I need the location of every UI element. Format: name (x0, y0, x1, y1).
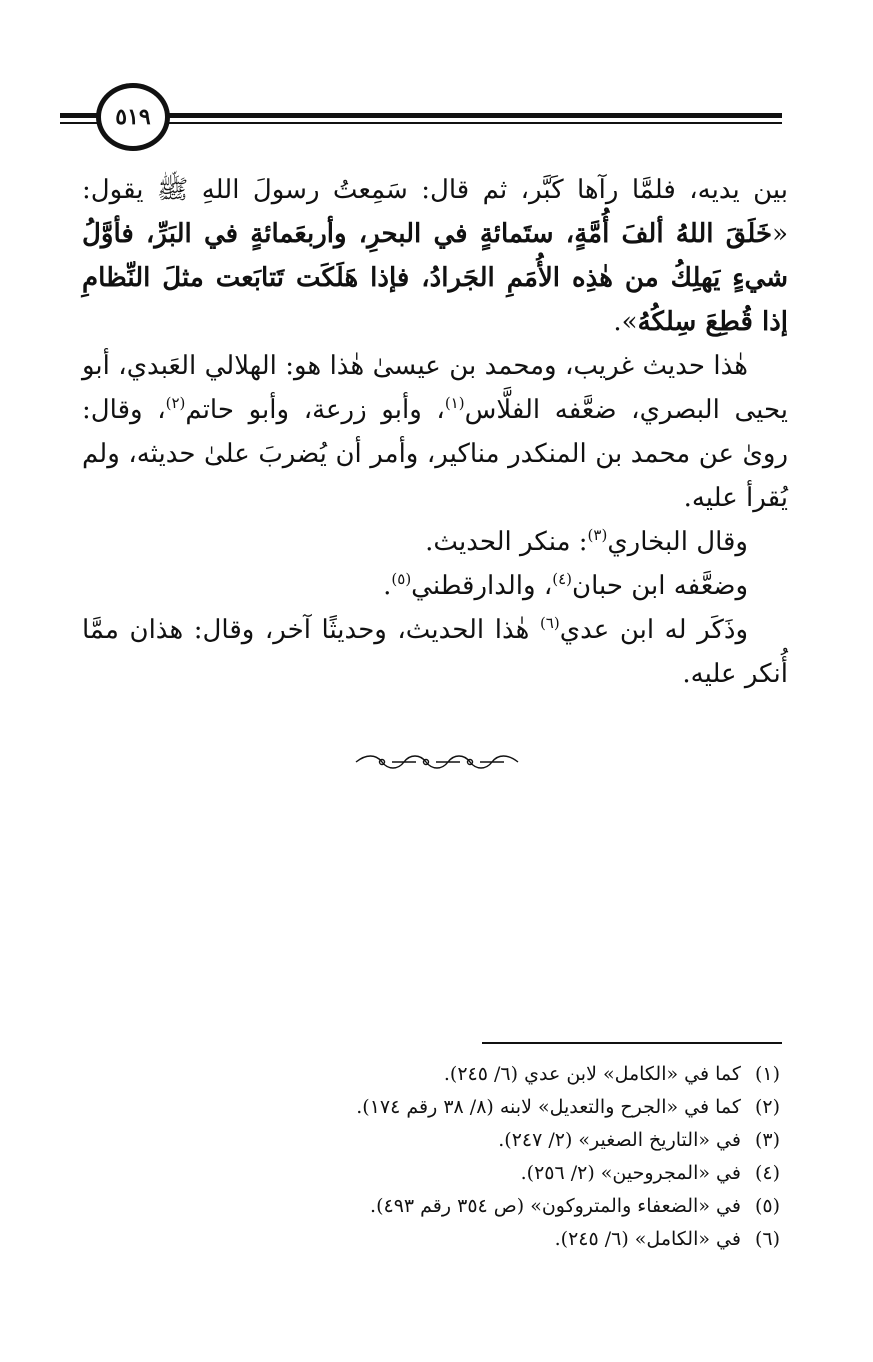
footnote-text: في «المجروحين» (٢/ ٢٥٦). (520, 1162, 741, 1184)
footnote-text: في «التاريخ الصغير» (٢/ ٢٤٧). (498, 1129, 741, 1151)
footnote-ref-2[interactable]: (٢) (165, 394, 186, 412)
hadith-intro: بين يديه، فلمَّا رآها كَبَّر، ثم قال: سَمِعتُ رسولَ اللهِ ﷺ يقول: « (82, 175, 788, 249)
footnote-ref-1[interactable]: (١) (444, 394, 465, 412)
narrator-paragraph (82, 344, 788, 520)
ibn-hibban-text-3: . (383, 571, 392, 601)
footnote-ref-6[interactable]: (٦) (539, 614, 560, 632)
footnote-text: في «الضعفاء والمتروكون» (ص ٣٥٤ رقم ٤٩٣). (370, 1195, 741, 1217)
narrator-text-3: ، وقال: رویٰ عن محمد بن المنكدر مناكير، وأمر أن يُضربَ علىٰ حديثه، ولم يُقرأ عليه. (82, 395, 788, 513)
footnote-number: (٦) (754, 1228, 780, 1250)
footnote-number: (٤) (754, 1162, 780, 1184)
hadith-close: ». (613, 307, 638, 337)
footnote-text: كما في «الجرح والتعديل» لابنه (٨/ ٣٨ رقم ١٧٤). (356, 1096, 741, 1118)
bukhari-text-2: : منكر الحديث. (425, 527, 588, 557)
hadith-text: خَلَقَ اللهُ ألفَ أُمَّةٍ، ستَمائةٍ في البحرِ، وأربعَمائةٍ في البَرِّ، فأوَّلُ شيءٍ يَهلِكُ من هٰذِه الأُمَمِ الجَرادُ، فإذا هَلَكَت تَتابَعت مثلَ النِّظامِ إذا قُطِعَ سِلكُهُ (82, 219, 788, 337)
footnote-text: في «الكامل» (٦/ ٢٤٥). (554, 1228, 741, 1250)
ibn-adi-paragraph (82, 608, 788, 696)
footnote-item (200, 1058, 780, 1091)
footnote-item (200, 1091, 780, 1124)
footnote-ref-5[interactable]: (٥) (391, 570, 412, 588)
footnote-item (200, 1223, 780, 1256)
narrator-text-1: هٰذا حديث غريب، ومحمد بن عيسىٰ هٰذا هو: الهلالي العَبدي، أبو يحيى البصري، ضعَّفه الفلَّاس (82, 351, 788, 425)
footnote-item (200, 1190, 780, 1223)
footnote-ref-4[interactable]: (٤) (552, 570, 573, 588)
narrator-text-2: ، وأبو زرعة، وأبو حاتم (185, 395, 445, 425)
bukhari-text-1: وقال البخاري (607, 527, 748, 557)
footnote-number: (٢) (754, 1096, 780, 1118)
page-number-badge (96, 83, 170, 151)
footnote-number: (٥) (754, 1195, 780, 1217)
ibn-adi-text-1: وذَكَر له ابن عدي (559, 615, 748, 645)
footnote-number: (١) (754, 1063, 780, 1085)
ibn-hibban-paragraph (82, 564, 788, 608)
main-text (82, 168, 788, 696)
page-number: ٥١٩ (115, 104, 151, 130)
ibn-hibban-text-1: وضعَّفه ابن حبان (572, 571, 748, 601)
footnote-item (200, 1157, 780, 1190)
footnotes-list (200, 1058, 780, 1256)
footnote-separator (482, 1042, 782, 1044)
footnote-number: (٣) (754, 1129, 780, 1151)
footnote-ref-3[interactable]: (٣) (587, 526, 608, 544)
hadith-paragraph (82, 168, 788, 344)
footnote-text: كما في «الكامل» لابن عدي (٦/ ٢٤٥). (443, 1063, 741, 1085)
ibn-adi-text-2: هٰذا الحديث، وحديثًا آخر، وقال: هذان ممَّا أُنكر عليه. (82, 615, 788, 689)
section-ornament (352, 750, 522, 772)
footnote-item (200, 1124, 780, 1157)
bukhari-paragraph (82, 520, 788, 564)
ibn-hibban-text-2: ، والدارقطني (411, 571, 553, 601)
